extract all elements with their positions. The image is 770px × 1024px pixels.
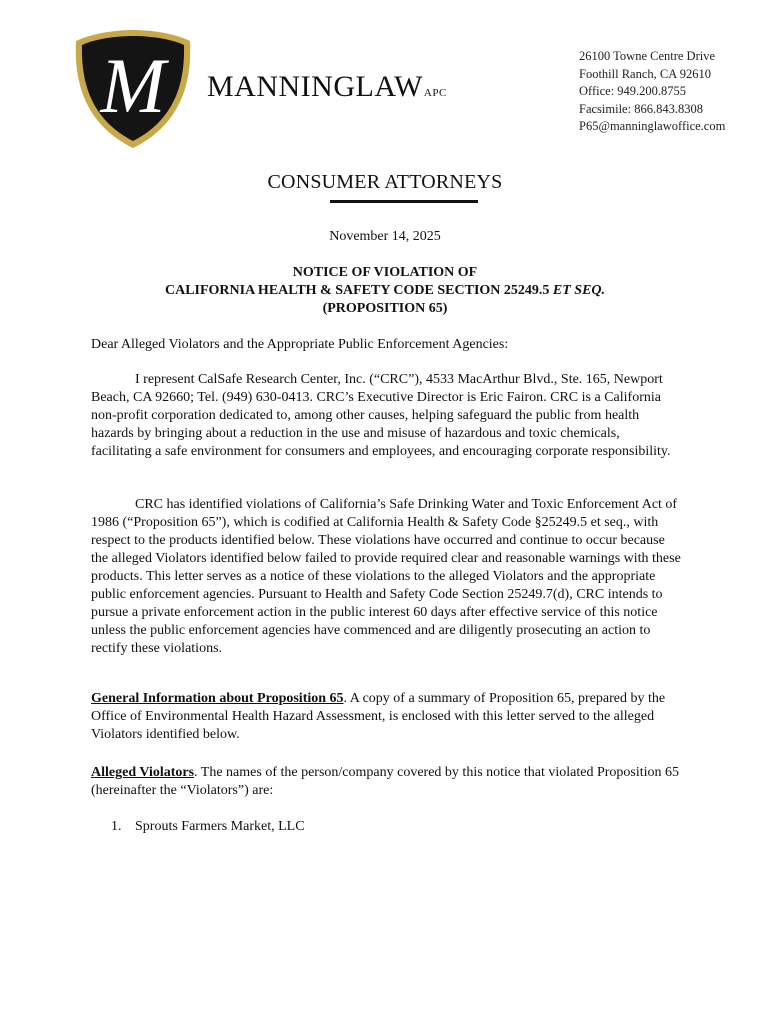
address-street: 26100 Towne Centre Drive <box>579 49 716 63</box>
paragraph-4-lead: Alleged Violators <box>91 765 195 780</box>
address-office-phone: Office: 949.200.8755 <box>579 84 687 99</box>
firm-name <box>207 70 447 104</box>
paragraph-4-text: . The names of the person/company covered by this notice that violated Proposition 65 (hereinafter the “Violators”) are: <box>91 765 680 798</box>
list-item <box>91 818 681 836</box>
paragraph-2-text: CRC has identified violations of California’s Safe Drinking Water and Toxic Enforcement Act of 1986 (“Proposition 65”), which is codified at California Health & Safety Code §25249.5 et seq., with respect to the products identified below. These violations have occurred and continue to occur because the alleged Violators identified below failed to provide required clear and reasonable warnings with these products. This letter serves as a notice of these violations to the alleged Violators and the appropriate public enforcement agencies. Pursuant to Health and Safety Code Section 25249.7(d), CRC intends to pursue a private enforcement action in the public interest 60 days after effective service of this notice unless the public enforcement agencies have commenced and are diligently prosecuting an action to rectify these violations. <box>91 497 681 656</box>
greeting-text: Dear Alleged Violators and the Appropriate Public Enforcement Agencies: <box>91 337 509 352</box>
firm-logo <box>70 26 196 152</box>
paragraph-general-information <box>91 690 681 744</box>
firm-subtitle: CONSUMER ATTORNEYS <box>267 171 503 193</box>
address-fax: Facsimile: 866.843.8308 <box>579 101 703 116</box>
firm-name-second: LAW <box>355 70 423 103</box>
heading-line-2-main: CALIFORNIA HEALTH & SAFETY CODE SECTION 25249.5 <box>164 283 550 298</box>
letter-greeting <box>91 336 681 354</box>
letter-date: November 14, 2025 <box>329 229 441 244</box>
paragraph-3-lead: General Information about Proposition 65 <box>91 691 344 706</box>
shield-icon <box>70 26 196 152</box>
logo-letter: M <box>100 42 166 129</box>
list-item-number: 1. <box>111 819 122 834</box>
violators-list <box>91 818 681 836</box>
notice-heading <box>0 264 770 318</box>
address-city: Foothill Ranch, CA 92610 <box>579 66 711 81</box>
address-email[interactable]: P65@manninglawoffice.com <box>579 119 726 134</box>
heading-line-1: NOTICE OF VIOLATION OF <box>292 265 478 280</box>
heading-line-3: (PROPOSITION 65) <box>322 301 448 316</box>
heading-line-2-etseq: ET SEQ. <box>552 283 606 298</box>
paragraph-1-text: I represent CalSafe Research Center, Inc. (“CRC”), 4533 MacArthur Blvd., Ste. 165, Newport Beach, CA 92660; Tel. (949) 630-0413. CRC’s Executive Director is Eric Fairon. CRC is a California non-profit corporation dedicated to, among other causes, helping safeguard the public from health hazards by bringing about a reduction in the use and misuse of hazardous and toxic chemicals, facilitating a safe environment for consumers and employees, and encouraging corporate responsibility. <box>91 372 671 459</box>
list-item-name: Sprouts Farmers Market, LLC <box>135 819 305 834</box>
firm-address <box>579 48 725 136</box>
paragraph-violations <box>91 496 681 658</box>
paragraph-3-text: . A copy of a summary of Proposition 65, prepared by the Office of Environmental Health Hazard Assessment, is enclosed with this letter served to the alleged Violators identified below. <box>91 691 666 742</box>
subtitle-divider <box>330 200 478 203</box>
heading-line-2 <box>0 282 770 300</box>
firm-name-first: MANNING <box>207 70 356 103</box>
paragraph-representation <box>91 371 681 461</box>
firm-suffix: APC <box>423 87 447 99</box>
paragraph-alleged-violators <box>91 764 681 800</box>
